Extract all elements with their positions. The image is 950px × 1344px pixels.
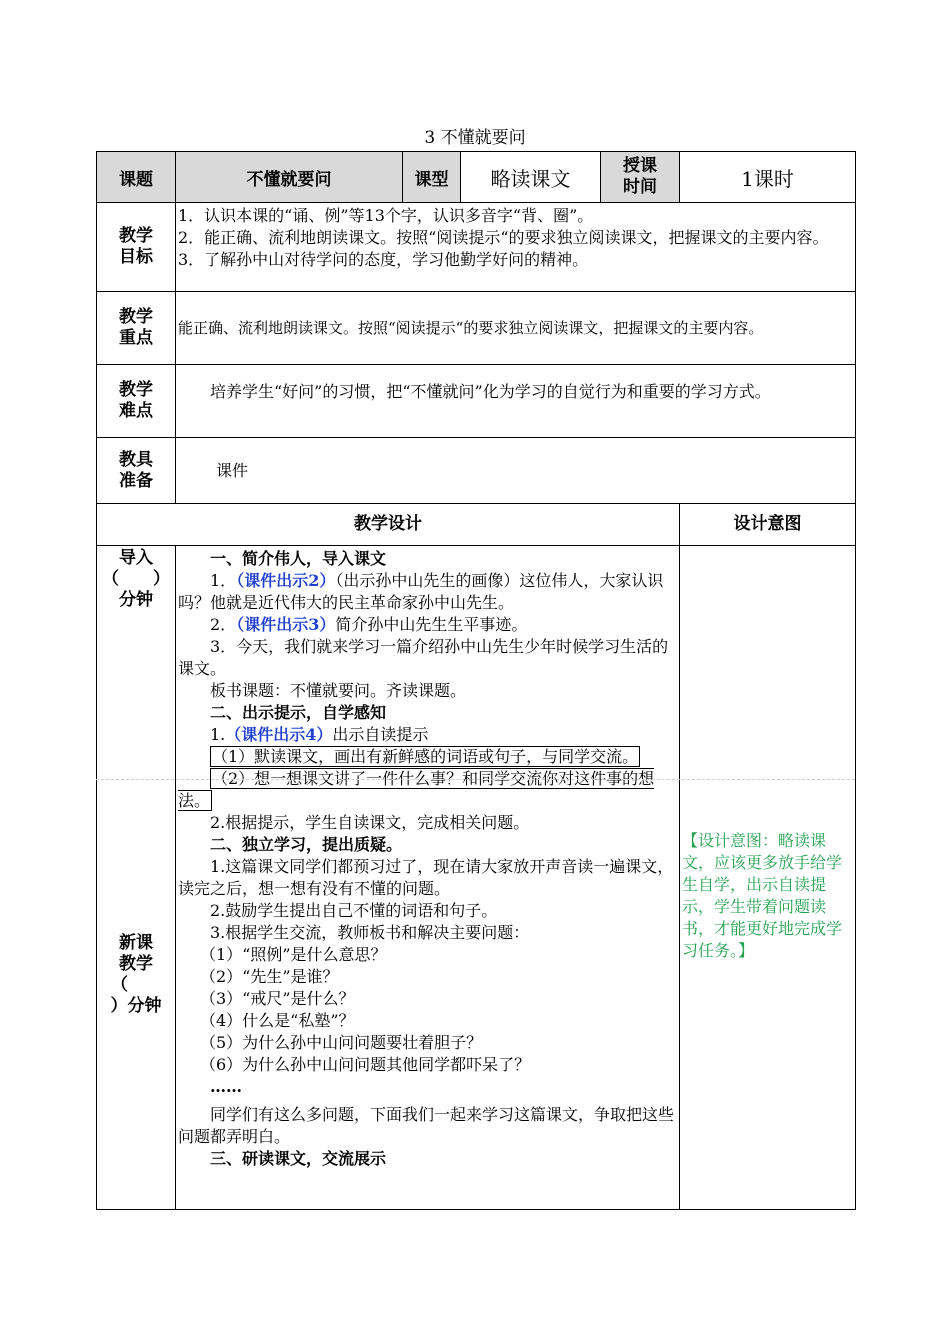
time-label-line2: 时间 [623, 177, 657, 197]
section1-item4: 板书课题：不懂就要问。齐读课题。 [210, 681, 467, 700]
new-label-line2: 教学 [119, 954, 153, 974]
s1-i2-num: 2． [210, 615, 237, 634]
type-value: 略读课文 [461, 152, 601, 203]
goals-label-line2: 目标 [119, 247, 153, 267]
difficulties-text [176, 365, 856, 438]
wrap-up-text: 同学们有这么多问题，下面我们一起来学习这篇课文，争取把这些问题都弄明白。 [178, 1105, 675, 1146]
key-points-text: 能正确、流利地朗读课文。按照“阅读提示“的要求独立阅读课文，把握课文的主要内容。 [176, 292, 856, 365]
design-content [176, 546, 680, 1210]
intro-phase-label [97, 546, 175, 611]
intent-column-header: 设计意图 [680, 504, 856, 546]
section1-item2 [178, 614, 677, 636]
intro-label-line1: 导入 [119, 548, 153, 568]
phase-label-cell [97, 546, 176, 1210]
header-row [97, 152, 856, 203]
goals-text [176, 203, 856, 292]
s2-i1-text: 出示自读提示 [332, 725, 429, 744]
page-title: 3 不懂就要问 [424, 128, 526, 148]
new-label-line4: ）分钟 [110, 996, 162, 1016]
question-5: （5）为什么孙中山问问题要壮着胆子？ [200, 1033, 483, 1052]
new-label-line1: 新课 [119, 933, 153, 953]
difficulties-label-line1: 教学 [119, 380, 153, 400]
s1-i1-text: （出示孙中山先生的画像）这位伟人，大家认识吗？他就是近代伟大的民主革命家孙中山先生。 [178, 571, 664, 612]
goals-label-line1: 教学 [119, 226, 153, 246]
type-label: 课型 [403, 152, 461, 203]
goal-item-1: 1．认识本课的“诵、例”等13个字，认识多音字“背、圈”。 [178, 206, 594, 225]
intent-text: 【设计意图：略读课文，应该更多放手给学生自学，出示自读提示，学生带着问题读书，才能更好地完成学习任务。】 [682, 831, 843, 960]
section1-item1 [178, 570, 677, 614]
difficulties-paragraph: 培养学生“好问”的习惯，把“不懂就问”化为学习的自觉行为和重要的学习方式。 [210, 382, 771, 401]
topic-label: 课题 [97, 152, 176, 203]
section3-item2: 2.鼓励学生提出自己不懂的词语和句子。 [210, 901, 498, 920]
s1-i2-tag: （课件出示3） [236, 615, 336, 634]
section2-title: 二、出示提示，自学感知 [210, 703, 387, 722]
question-2: （2）“先生”是谁？ [200, 967, 339, 986]
reading-prompt-box-1: （1）默读课文，画出有新鲜感的词语或句子，与同学交流。 [212, 747, 639, 766]
time-label [601, 152, 680, 203]
reading-prompt-box-2: （2）想一想课文讲了一件什么事？和同学交流你对这件事的想法。 [178, 769, 655, 810]
goals-label [97, 203, 176, 292]
section1-item3: 3．今天，我们就来学习一篇介绍孙中山先生少年时候学习生活的课文。 [178, 637, 669, 678]
s1-i1-tag: （课件出示2） [236, 571, 336, 590]
question-6: （6）为什么孙中山问问题其他同学都吓呆了？ [200, 1055, 531, 1074]
time-label-line1: 授课 [623, 156, 657, 176]
section2-item1 [178, 724, 677, 746]
key-points-label-line2: 重点 [119, 328, 153, 348]
s2-i1-tag: （课件出示4） [225, 725, 333, 744]
question-1: （1）“照例”是什么意思？ [200, 945, 387, 964]
goal-item-3: 3．了解孙中山对待学问的态度，学习他勤学好问的精神。 [178, 250, 589, 269]
s2-i1-num: 1. [210, 725, 226, 744]
design-body-row [97, 546, 856, 1210]
difficulties-label-line2: 难点 [119, 401, 153, 421]
ellipsis: …… [210, 1077, 242, 1096]
section3-item3: 3.根据学生交流，教师板书和解决主要问题： [210, 923, 530, 942]
goals-row [97, 203, 856, 292]
lesson-plan-table [96, 151, 856, 1210]
section1-title: 一、简介伟人，导入课文 [210, 549, 387, 568]
tools-label [97, 438, 176, 504]
question-3: （3）“戒尺”是什么？ [200, 989, 355, 1008]
new-label-line3: （ [111, 975, 128, 995]
difficulties-label [97, 365, 176, 438]
section4-title: 三、研读课文，交流展示 [210, 1149, 387, 1168]
tools-label-line2: 准备 [119, 470, 153, 491]
tools-row [97, 438, 856, 504]
goal-item-2: 2．能正确、流利地朗读课文。按照“阅读提示“的要求独立阅读课文，把握课文的主要内容。 [178, 228, 829, 247]
section3-title: 二、独立学习，提出质疑。 [210, 835, 403, 854]
difficulties-row [97, 365, 856, 438]
section2-box2 [178, 768, 677, 812]
key-points-label [97, 292, 176, 365]
intent-cell [680, 546, 856, 1210]
section2-item2: 2.根据提示，学生自读课文，完成相关问题。 [210, 813, 530, 832]
question-4: （4）什么是“私塾”？ [200, 1011, 355, 1030]
time-value: 1课时 [680, 152, 856, 203]
intro-label-line3: 分钟 [119, 590, 153, 610]
design-header-row [97, 504, 856, 546]
key-points-label-line1: 教学 [119, 307, 153, 327]
design-column-header: 教学设计 [97, 504, 680, 546]
s1-i1-num: 1． [210, 571, 237, 590]
tools-label-line1: 教具 [119, 449, 153, 470]
intro-label-line2: （ ） [102, 569, 170, 589]
section2-box1 [178, 746, 677, 768]
s1-i2-text: 简介孙中山先生生平事迹。 [335, 615, 528, 634]
tools-text: 课件 [176, 438, 856, 504]
topic-value: 不懂就要问 [176, 152, 403, 203]
page-break-line [96, 779, 855, 780]
key-points-row [97, 292, 856, 365]
new-lesson-phase-label [97, 933, 175, 1017]
section3-item1: 1.这篇课文同学们都预习过了，现在请大家放开声音读一遍课文，读完之后，想一想有没有不懂的问题。 [178, 857, 674, 898]
